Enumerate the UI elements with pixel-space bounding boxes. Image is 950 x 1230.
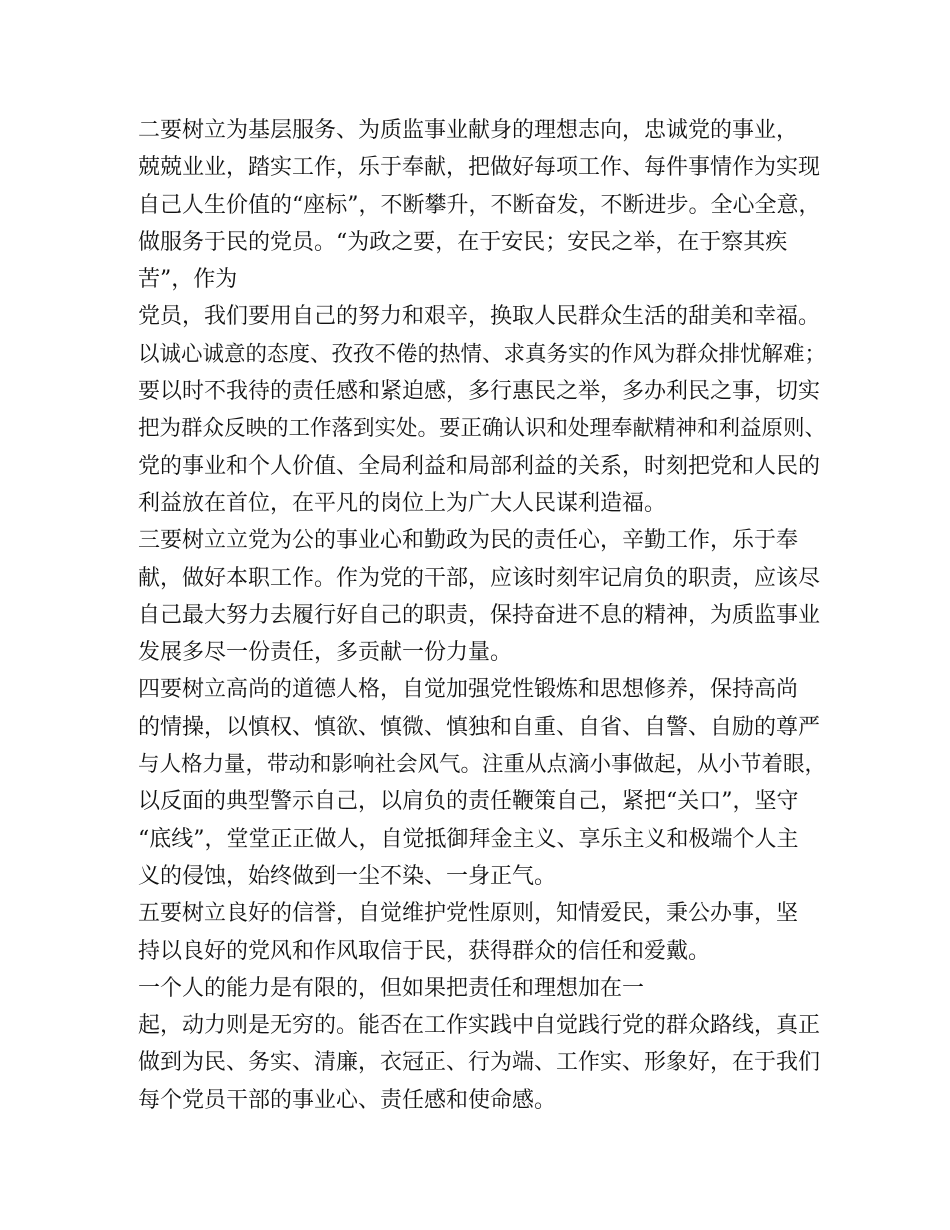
text-line: 起，动力则是无穷的。能否在工作实践中自觉践行党的群众路线，真正 [138,1013,821,1039]
text-line: 的情操，以慎权、慎欲、慎微、慎独和自重、自省、自警、自励的尊严 [138,714,821,740]
text-line: 党员，我们要用自己的努力和艰辛，换取人民群众生活的甜美和幸福。 [138,304,821,330]
text-line: 五要树立良好的信誉，自觉维护党性原则，知情爱民，秉公办事，坚 [138,901,799,927]
text-line: 利益放在首位，在平凡的岗位上为广大人民谋利造福。 [138,490,667,516]
text-line: 与人格力量，带动和影响社会风气。注重从点滴小事做起，从小节着眼， [138,752,827,778]
text-line: 党的事业和个人价值、全局利益和局部利益的关系，时刻把党和人民的 [138,453,821,479]
document-body [138,112,838,1119]
text-line: 把为群众反映的工作落到实处。要正确认识和处理奉献精神和利益原则、 [138,416,827,442]
text-line: “底线”，堂堂正正做人，自觉抵御拜金主义、享乐主义和极端个人主 [138,826,799,852]
text-line: 发展多尽一份责任，多贡献一份力量。 [138,640,513,666]
text-line: 苦”，作为 [138,267,238,293]
text-line: 持以良好的党风和作风取信于民，获得群众的信任和爱戴。 [138,938,711,964]
text-line: 一个人的能力是有限的，但如果把责任和理想加在一 [138,975,645,1001]
text-line: 以反面的典型警示自己，以肩负的责任鞭策自己，紧把“关口”，坚守 [138,789,799,815]
text-line: 四要树立高尚的道德人格，自觉加强党性锻炼和思想修养，保持高尚 [138,677,799,703]
text-line: 自己人生价值的“座标”，不断攀升，不断奋发，不断进步。全心全意， [138,192,821,218]
text-line: 做到为民、务实、清廉，衣冠正、行为端、工作实、形象好，在于我们 [138,1050,821,1076]
text-line: 每个党员干部的事业心、责任感和使命感。 [138,1087,557,1113]
text-line: 做服务于民的党员。“为政之要，在于安民；安民之举，在于察其疾 [138,229,788,255]
text-line: 自己最大努力去履行好自己的职责，保持奋进不息的精神，为质监事业 [138,602,821,628]
text-line: 以诚心诚意的态度、孜孜不倦的热情、求真务实的作风为群众排忧解难； [138,341,827,367]
text-line: 义的侵蚀，始终做到一尘不染、一身正气。 [138,863,557,889]
text-line: 三要树立立党为公的事业心和勤政为民的责任心，辛勤工作，乐于奉 [138,528,799,554]
text-line: 要以时不我待的责任感和紧迫感，多行惠民之举，多办利民之事，切实 [138,379,821,405]
text-line: 兢兢业业，踏实工作，乐于奉献，把做好每项工作、每件事情作为实现 [138,155,821,181]
text-line: 二要树立为基层服务、为质监事业献身的理想志向，忠诚党的事业， [138,118,799,143]
text-line: 献，做好本职工作。作为党的干部，应该时刻牢记肩负的职责，应该尽 [138,565,821,591]
